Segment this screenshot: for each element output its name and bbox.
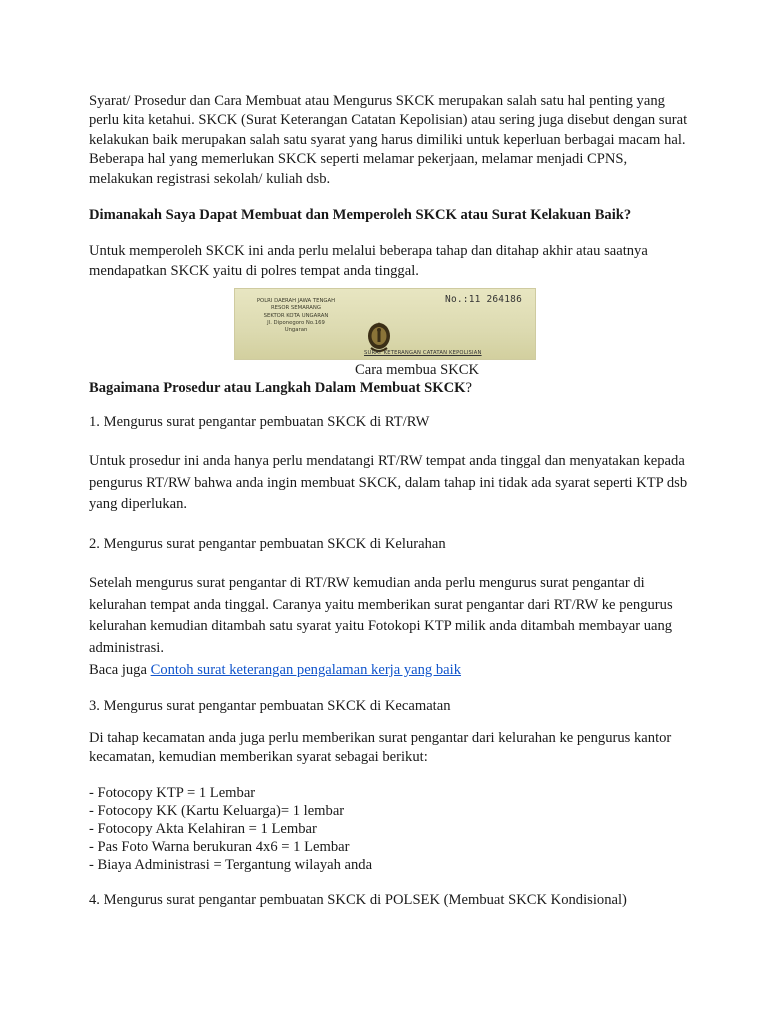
requirements-list — [89, 784, 689, 874]
step1-title: 1. Mengurus surat pengantar pembuatan SKCK di RT/RW — [89, 413, 430, 430]
intro-paragraph: Syarat/ Prosedur dan Cara Membuat atau Mengurus SKCK merupakan salah satu hal penting yang perlu kita ketahui. SKCK (Surat Keterangan Catatan Kepolisian) atau sering juga disebut dengan surat kelakukan baik merupakan salah satu syarat yang harus dimiliki untuk keperluan berbagai macam hal. Beberapa hal yang memerlukan SKCK seperti melamar pekerjaan, melamar menjadi CPNS, melakukan registrasi sekolah/ kuliah dsb. — [89, 93, 688, 187]
read-also-prefix: Baca juga — [89, 661, 151, 678]
figure-caption: Cara membua SKCK — [354, 362, 480, 379]
agency-line: RESOR SEMARANG — [271, 305, 321, 312]
list-item: - Pas Foto Warna berukuran 4x6 = 1 Lembar — [89, 838, 350, 855]
step3-paragraph: Di tahap kecamatan anda juga perlu memberikan surat pengantar dari kelurahan ke pengurus kantor kecamatan, kemudian memberikan syarat sebagai berikut: — [89, 730, 672, 766]
skck-document-title: SURAT KETERANGAN CATATAN KEPOLISIAN — [364, 350, 482, 357]
step2-title: 2. Mengurus surat pengantar pembuatan SKCK di Kelurahan — [89, 535, 446, 552]
heading-how — [89, 379, 689, 398]
read-also-link[interactable]: Contoh surat keterangan pengalaman kerja yang baik — [150, 661, 462, 678]
article-body — [89, 92, 689, 910]
step4-title: 4. Mengurus surat pengantar pembuatan SKCK di POLSEK (Membuat SKCK Kondisional) — [89, 891, 627, 908]
skck-document-image — [234, 288, 536, 360]
list-item: - Fotocopy KTP = 1 Lembar — [89, 784, 256, 801]
step1-paragraph: Untuk prosedur ini anda hanya perlu mendatangi RT/RW tempat anda tinggal dan menyatakan kepada pengurus RT/RW bahwa anda ingin membuat SKCK, dalam tahap ini tidak ada syarat seperti KTP dsb yang diperlukan. — [89, 453, 688, 513]
step2-paragraph: Setelah mengurus surat pengantar di RT/RW kemudian anda perlu mengurus surat pengantar di kelurahan tempat anda tinggal. Caranya yaitu memberikan surat pengantar dari RT/RW ke pengurus kelurahan kemudian ditambah satu syarat yaitu Fotokopi KTP milik anda ditambah membayar uang administrasi. — [89, 575, 673, 657]
agency-line: POLRI DAERAH JAWA TENGAH — [256, 298, 336, 305]
skck-figure — [89, 288, 689, 379]
document-number: No.:11 264186 — [445, 294, 522, 306]
where-paragraph: Untuk memperoleh SKCK ini anda perlu melalui beberapa tahap dan ditahap akhir atau saatnya mendapatkan SKCK yaitu di polres tempat anda tinggal. — [89, 243, 648, 279]
list-item: - Fotocopy Akta Kelahiran = 1 Lembar — [89, 820, 317, 837]
heading-how-text: Bagaimana Prosedur atau Langkah Dalam Membuat SKCK — [89, 380, 466, 397]
agency-header — [256, 298, 336, 334]
heading-where: Dimanakah Saya Dapat Membuat dan Memperoleh SKCK atau Surat Kelakuan Baik? — [89, 207, 632, 224]
step3-title: 3. Mengurus surat pengantar pembuatan SKCK di Kecamatan — [89, 697, 451, 714]
heading-how-suffix: ? — [465, 380, 472, 397]
read-also — [89, 660, 689, 681]
agency-line: Jl. Diponegoro No.169 Ungaran — [267, 319, 325, 334]
agency-line: SEKTOR KOTA UNGARAN — [263, 312, 329, 319]
list-item: - Fotocopy KK (Kartu Keluarga)= 1 lembar — [89, 802, 345, 819]
list-item: - Biaya Administrasi = Tergantung wilayah anda — [89, 856, 373, 873]
